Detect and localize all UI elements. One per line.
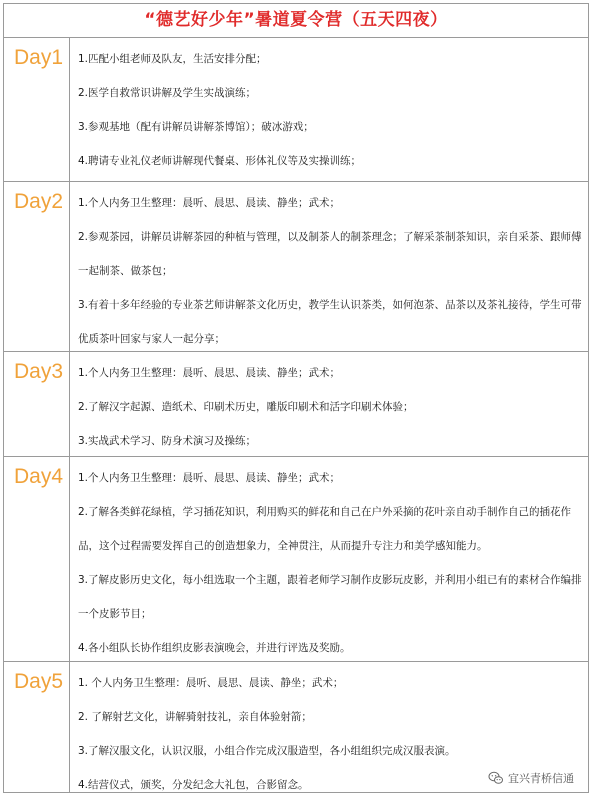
- list-item: 2.了解各类鲜花绿植，学习插花知识，利用购买的鲜花和自己在户外采摘的花叶亲自动手制作自己的插花作品，这个过程需要发挥自己的创造想象力，全神贯注，从而提升专注力和美学感知能力。: [78, 506, 572, 552]
- list-item: 2. 了解射艺文化，讲解骑射技礼，亲自体验射箭；: [78, 711, 312, 723]
- day-label: Day2: [4, 182, 70, 351]
- watermark: [484, 768, 578, 788]
- list-item: 1.个人内务卫生整理：晨听、晨思、晨读、静坐；武术；: [78, 472, 341, 484]
- list-item: 4.各小组队长协作组织皮影表演晚会，并进行评选及奖励。: [78, 642, 351, 654]
- list-item: 2.医学自救常识讲解及学生实战演练；: [78, 87, 257, 99]
- list-item: 3.实战武术学习、防身术演习及操练；: [78, 435, 257, 447]
- list-item: 3.了解汉服文化，认识汉服，小组合作完成汉服造型，各小组组织完成汉服表演。: [78, 745, 456, 757]
- day-items: [70, 352, 588, 456]
- list-item: 3.参观基地（配有讲解员讲解茶博馆）；破冰游戏；: [78, 121, 314, 133]
- day-label: Day1: [4, 38, 70, 181]
- day-label: Day3: [4, 352, 70, 456]
- day-items: [70, 38, 588, 181]
- page-title: “德艺好少年”暑道夏令营（五天四夜）: [4, 4, 588, 38]
- day-items: [70, 182, 588, 351]
- list-item: 2.了解汉字起源、造纸术、印刷术历史，雕版印刷术和活字印刷术体验；: [78, 401, 414, 413]
- day-row-1: [4, 38, 588, 182]
- list-item: 3.有着十多年经验的专业茶艺师讲解茶文化历史，教学生认识茶类，如何泡茶、品茶以及茶礼接待，学生可带优质茶叶回家与家人一起分享；: [78, 299, 582, 345]
- day-row-2: [4, 182, 588, 352]
- day-row-4: [4, 457, 588, 662]
- schedule-table: [3, 3, 589, 793]
- day-row-3: [4, 352, 588, 457]
- list-item: 2.参观茶园，讲解员讲解茶园的种植与管理，以及制茶人的制茶理念；了解采茶制茶知识，亲自采茶、跟师傅一起制茶、做茶包；: [78, 231, 582, 277]
- list-item: 1. 个人内务卫生整理：晨听、晨思、晨读、静坐；武术；: [78, 677, 344, 689]
- list-item: 3.了解皮影历史文化，每小组选取一个主题，跟着老师学习制作皮影玩皮影，并利用小组已有的素材合作编排一个皮影节目；: [78, 574, 582, 620]
- list-item: 4.结营仪式，颁奖，分发纪念大礼包，合影留念。: [78, 779, 309, 791]
- list-item: 1.个人内务卫生整理：晨听、晨思、晨读、静坐；武术；: [78, 197, 341, 209]
- wechat-icon: [488, 770, 504, 786]
- list-item: 1.匹配小组老师及队友，生活安排分配；: [78, 53, 267, 65]
- day-label: Day4: [4, 457, 70, 661]
- list-item: 1.个人内务卫生整理：晨听、晨思、晨读、静坐；武术；: [78, 367, 341, 379]
- day-label: Day5: [4, 662, 70, 793]
- list-item: 4.聘请专业礼仪老师讲解现代餐桌、形体礼仪等及实操训练；: [78, 155, 362, 167]
- watermark-text: 宜兴青桥信通: [508, 772, 574, 785]
- day-items: [70, 457, 588, 661]
